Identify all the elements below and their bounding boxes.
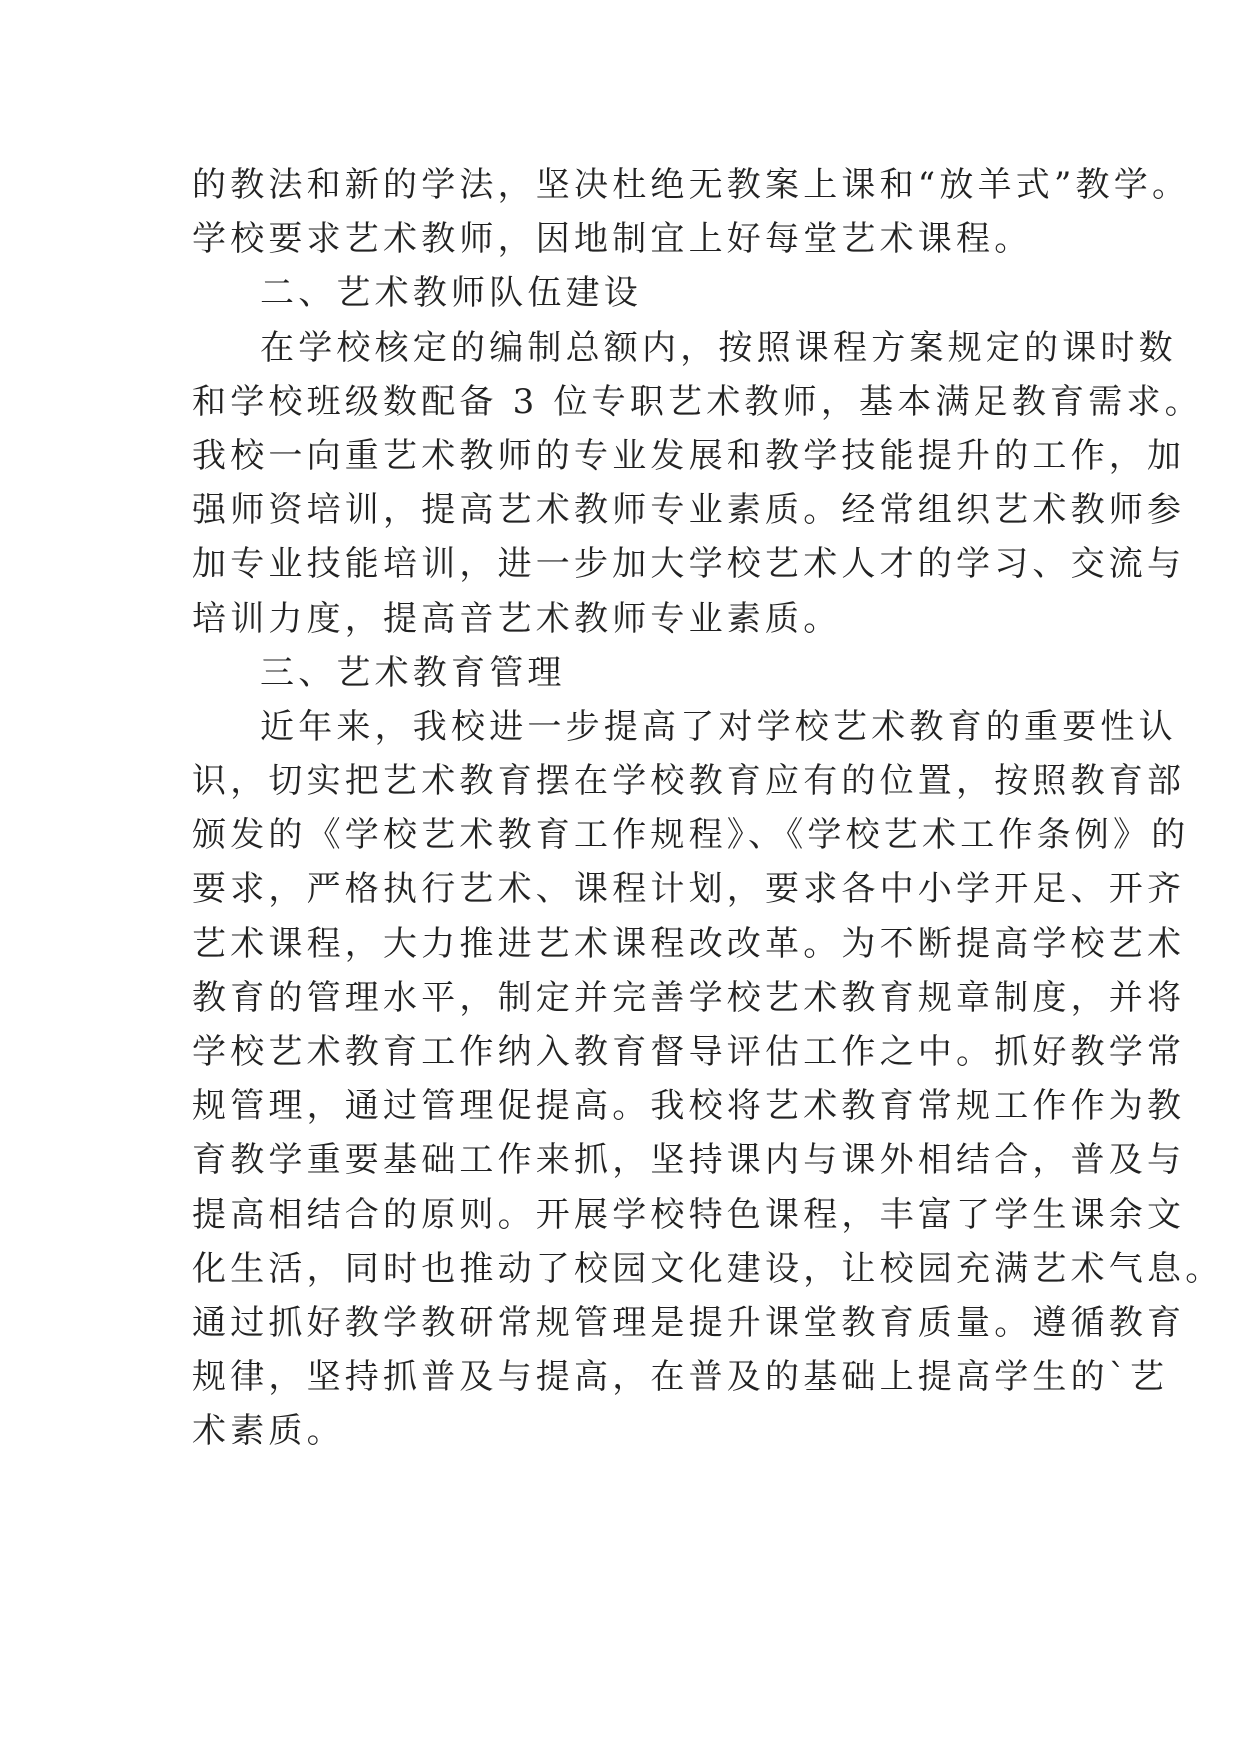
text-line: 强师资培训，提高艺术教师专业素质。经常组织艺术教师参 — [192, 490, 1186, 531]
text-line: 培训力度，提高音艺术教师专业素质。 — [192, 598, 842, 639]
text-line: 学校艺术教育工作纳入教育督导评估工作之中。抓好教学常 — [192, 1032, 1186, 1072]
text-line: 和学校班级数配备 3 位专职艺术教师，基本满足教育需求。 — [192, 381, 1203, 422]
text-line: 识，切实把艺术教育摆在学校教育应有的位置，按照教育部 — [192, 761, 1186, 802]
text-line: 育教学重要基础工作来抓，坚持课内与课外相结合，普及与 — [192, 1140, 1186, 1181]
text-line: 术素质。 — [192, 1411, 345, 1452]
text-line: 的教法和新的学法，坚决杜绝无教案上课和“放羊式”教学。 — [192, 165, 1191, 205]
text-line: 近年来，我校进一步提高了对学校艺术教育的重要性认 — [260, 706, 1177, 747]
text-line: 提高相结合的原则。开展学校特色课程，丰富了学生课余文 — [192, 1194, 1186, 1235]
text-line: 规管理，通过管理促提高。我校将艺术教育常规工作作为教 — [192, 1086, 1186, 1127]
document-body — [192, 158, 1224, 1459]
section-heading: 三、艺术教育管理 — [260, 652, 566, 693]
text-line: 加专业技能培训，进一步加大学校艺术人才的学习、交流与 — [192, 544, 1186, 585]
section-heading: 二、艺术教师队伍建设 — [260, 273, 642, 314]
text-line: 通过抓好教学教研常规管理是提升课堂教育质量。遵循教育 — [192, 1302, 1186, 1343]
text-line: 教育的管理水平，制定并完善学校艺术教育规章制度，并将 — [192, 977, 1186, 1018]
text-line: 学校要求艺术教师，因地制宜上好每堂艺术课程。 — [192, 219, 1033, 260]
text-line: 规律，坚持抓普及与提高，在普及的基础上提高学生的`艺 — [192, 1357, 1169, 1398]
text-line: 艺术课程，大力推进艺术课程改改革。为不断提高学校艺术 — [192, 923, 1186, 964]
text-line: 化生活，同时也推动了校园文化建设，让校园充满艺术气息。 — [192, 1248, 1224, 1289]
text-line: 在学校核定的编制总额内，按照课程方案规定的课时数 — [260, 327, 1177, 368]
text-line: 颁发的《学校艺术教育工作规程》、《学校艺术工作条例》的 — [192, 815, 1190, 856]
text-line: 要求，严格执行艺术、课程计划，要求各中小学开足、开齐 — [192, 869, 1186, 910]
text-line: 我校一向重艺术教师的专业发展和教学技能提升的工作，加 — [192, 435, 1186, 476]
